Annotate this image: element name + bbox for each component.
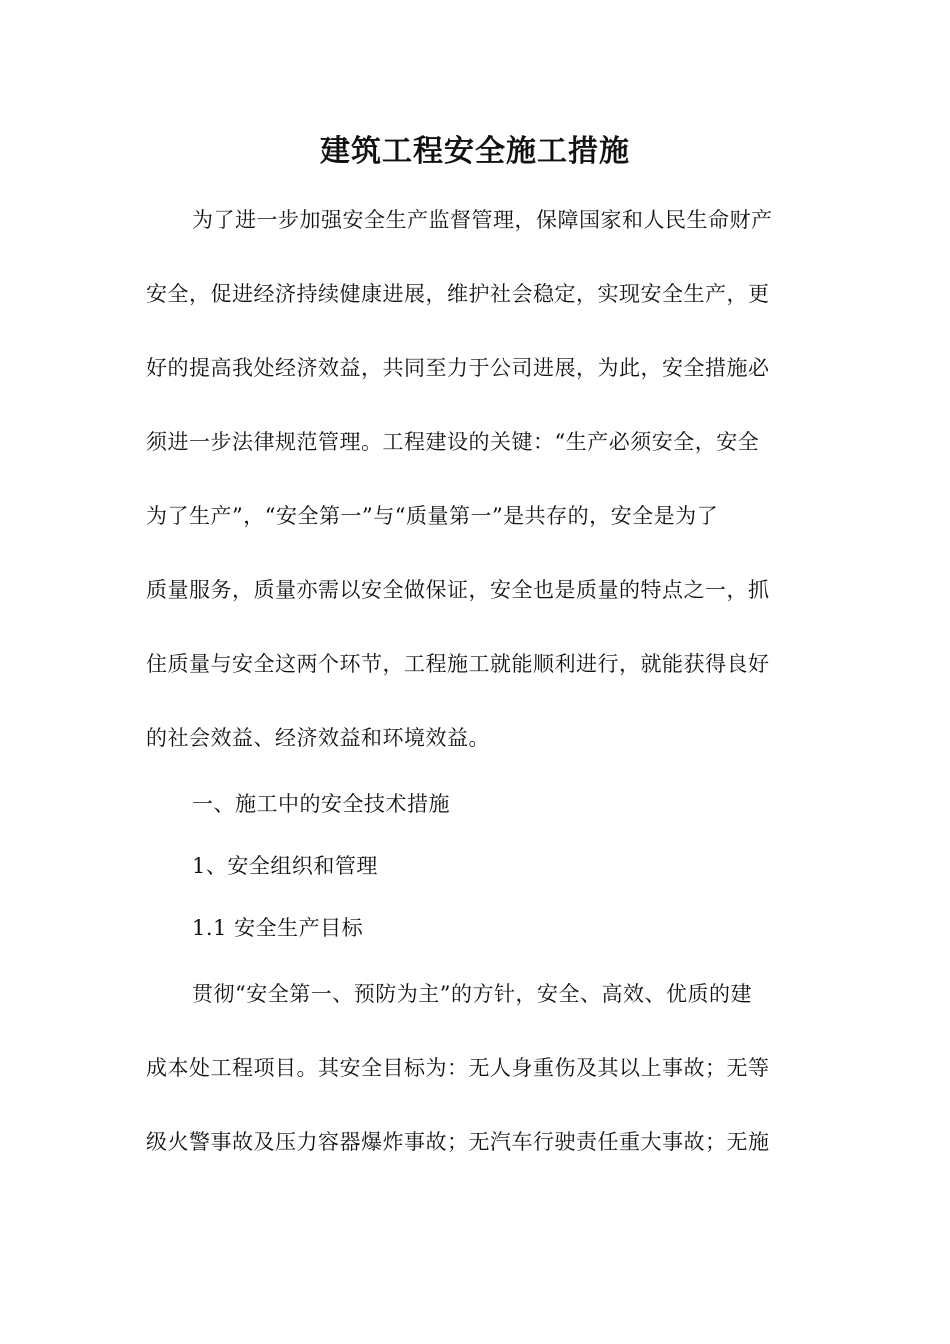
intro-line-6: 质量服务，质量亦需以安全做保证，安全也是质量的特点之一，抓 [146, 578, 770, 602]
intro-line-4: 须进一步法律规范管理。工程建设的关键：“生产必须安全，安全 [146, 430, 760, 454]
section-heading-1: 一、施工中的安全技术措施 [192, 792, 450, 816]
section-heading-1-1: 1、安全组织和管理 [192, 854, 378, 878]
goal-paragraph [146, 957, 806, 1179]
goal-line-2: 成本处工程项目。其安全目标为：无人身重伤及其以上事故；无等 [146, 1056, 770, 1080]
intro-line-5: 为了生产”，“安全第一”与“质量第一”是共存的，安全是为了 [146, 504, 719, 528]
intro-line-7: 住质量与安全这两个环节，工程施工就能顺利进行，就能获得良好 [146, 652, 770, 676]
document-title: 建筑工程安全施工措施 [320, 134, 630, 169]
intro-line-3: 好的提高我处经济效益，共同至力于公司进展，为此，安全措施必 [146, 356, 770, 380]
section-heading-1-1-1: 1.1 安全生产目标 [192, 916, 364, 940]
intro-line-2: 安全，促进经济持续健康进展，维护社会稳定，实现安全生产，更 [146, 282, 770, 306]
goal-line-1: 贯彻“安全第一、预防为主”的方针，安全、高效、优质的建 [192, 982, 752, 1006]
intro-line-1: 为了进一步加强安全生产监督管理，保障国家和人民生命财产 [192, 208, 773, 232]
intro-line-8: 的社会效益、经济效益和环境效益。 [146, 726, 490, 750]
goal-line-3: 级火警事故及压力容器爆炸事故；无汽车行驶责任重大事故；无施 [146, 1130, 770, 1154]
intro-paragraph [146, 183, 806, 775]
